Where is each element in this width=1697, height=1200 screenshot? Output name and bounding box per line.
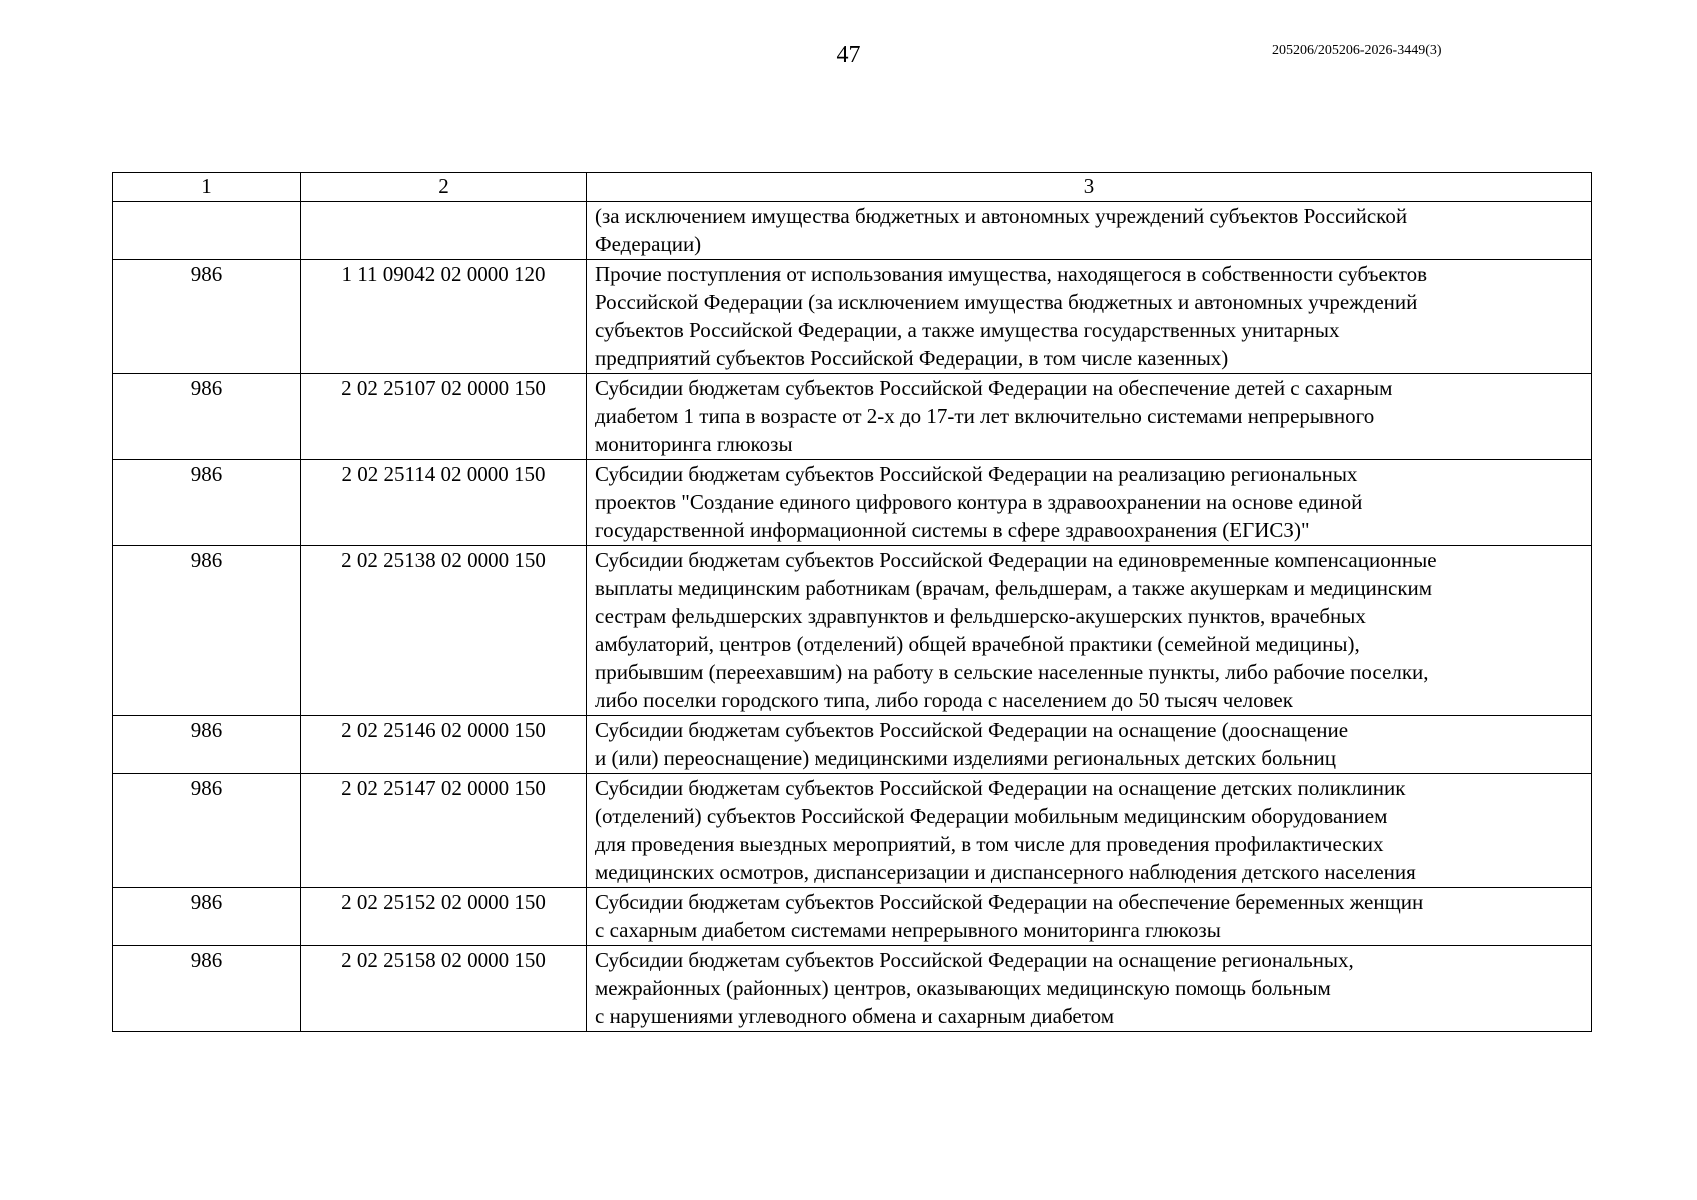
table-row — [113, 260, 1592, 374]
column-header-3: 3 — [587, 173, 1592, 202]
description-cell — [587, 774, 1592, 888]
description-line: (за исключением имущества бюджетных и автономных учреждений субъектов Российской — [595, 204, 1408, 228]
description-line: и (или) переоснащение) медицинскими изделиями региональных детских больниц — [595, 746, 1337, 770]
description-line: Российской Федерации (за исключением имущества бюджетных и автономных учреждений — [595, 290, 1418, 314]
description-line: проектов "Создание единого цифрового контура в здравоохранении на основе единой — [595, 490, 1363, 514]
budget-code-cell: 2 02 25158 02 0000 150 — [301, 946, 587, 1032]
admin-code-cell: 986 — [113, 260, 301, 374]
budget-code-cell: 2 02 25114 02 0000 150 — [301, 460, 587, 546]
description-line: либо поселки городского типа, либо города с населением до 50 тысяч человек — [595, 688, 1293, 712]
description-cell — [587, 716, 1592, 774]
description-line: Субсидии бюджетам субъектов Российской Федерации на единовременные компенсационные — [595, 548, 1437, 572]
document-id: 205206/205206-2026-3449(3) — [1272, 43, 1442, 58]
budget-code-cell: 1 11 09042 02 0000 120 — [301, 260, 587, 374]
table-row — [113, 716, 1592, 774]
description-cell — [587, 260, 1592, 374]
description-cell — [587, 374, 1592, 460]
table-row — [113, 774, 1592, 888]
description-line: сестрам фельдшерских здравпунктов и фельдшерско-акушерских пунктов, врачебных — [595, 604, 1366, 628]
admin-code-cell: 986 — [113, 888, 301, 946]
description-cell — [587, 946, 1592, 1032]
description-line: Субсидии бюджетам субъектов Российской Федерации на обеспечение беременных женщин — [595, 890, 1424, 914]
description-cell — [587, 460, 1592, 546]
admin-code-cell: 986 — [113, 774, 301, 888]
description-line: субъектов Российской Федерации, а также имущества государственных унитарных — [595, 318, 1340, 342]
table-row — [113, 202, 1592, 260]
description-line: Субсидии бюджетам субъектов Российской Федерации на оснащение региональных, — [595, 948, 1354, 972]
description-line: Федерации) — [595, 232, 702, 256]
budget-code-cell — [301, 202, 587, 260]
description-cell — [587, 202, 1592, 260]
description-line: межрайонных (районных) центров, оказывающих медицинскую помощь больным — [595, 976, 1331, 1000]
description-line: Субсидии бюджетам субъектов Российской Федерации на обеспечение детей с сахарным — [595, 376, 1393, 400]
table-row — [113, 546, 1592, 716]
table-row — [113, 946, 1592, 1032]
admin-code-cell: 986 — [113, 546, 301, 716]
table-body — [113, 202, 1592, 1032]
description-line: медицинских осмотров, диспансеризации и диспансерного наблюдения детского населения — [595, 860, 1416, 884]
description-line: с нарушениями углеводного обмена и сахарным диабетом — [595, 1004, 1115, 1028]
admin-code-cell: 986 — [113, 460, 301, 546]
description-line: предприятий субъектов Российской Федерации, в том числе казенных) — [595, 346, 1229, 370]
admin-code-cell — [113, 202, 301, 260]
description-line: амбулаторий, центров (отделений) общей врачебной практики (семейной медицины), — [595, 632, 1360, 656]
column-header-1: 1 — [113, 173, 301, 202]
description-line: Прочие поступления от использования имущества, находящегося в собственности субъектов — [595, 262, 1428, 286]
table-row — [113, 460, 1592, 546]
budget-code-cell: 2 02 25147 02 0000 150 — [301, 774, 587, 888]
description-cell — [587, 888, 1592, 946]
budget-code-cell: 2 02 25146 02 0000 150 — [301, 716, 587, 774]
description-line: с сахарным диабетом системами непрерывного мониторинга глюкозы — [595, 918, 1221, 942]
description-line: диабетом 1 типа в возрасте от 2-х до 17-ти лет включительно системами непрерывного — [595, 404, 1375, 428]
table-header-row — [113, 173, 1592, 202]
description-line: Субсидии бюджетам субъектов Российской Федерации на оснащение детских поликлиник — [595, 776, 1406, 800]
admin-code-cell: 986 — [113, 716, 301, 774]
description-line: выплаты медицинским работникам (врачам, фельдшерам, а также акушеркам и медицинским — [595, 576, 1433, 600]
column-header-2: 2 — [301, 173, 587, 202]
admin-code-cell: 986 — [113, 374, 301, 460]
budget-code-cell: 2 02 25152 02 0000 150 — [301, 888, 587, 946]
table-row — [113, 374, 1592, 460]
description-line: государственной информационной системы в сфере здравоохранения (ЕГИСЗ)" — [595, 518, 1310, 542]
budget-code-cell: 2 02 25107 02 0000 150 — [301, 374, 587, 460]
budget-code-cell: 2 02 25138 02 0000 150 — [301, 546, 587, 716]
description-line: для проведения выездных мероприятий, в том числе для проведения профилактических — [595, 832, 1384, 856]
table-row — [113, 888, 1592, 946]
description-line: мониторинга глюкозы — [595, 432, 793, 456]
description-line: Субсидии бюджетам субъектов Российской Федерации на оснащение (дооснащение — [595, 718, 1349, 742]
description-line: прибывшим (переехавшим) на работу в сельские населенные пункты, либо рабочие поселки, — [595, 660, 1429, 684]
description-line: Субсидии бюджетам субъектов Российской Федерации на реализацию региональных — [595, 462, 1358, 486]
page-number: 47 — [836, 42, 861, 68]
description-cell — [587, 546, 1592, 716]
description-line: (отделений) субъектов Российской Федерации мобильным медицинским оборудованием — [595, 804, 1388, 828]
budget-codes-table — [112, 172, 1592, 1032]
admin-code-cell: 986 — [113, 946, 301, 1032]
